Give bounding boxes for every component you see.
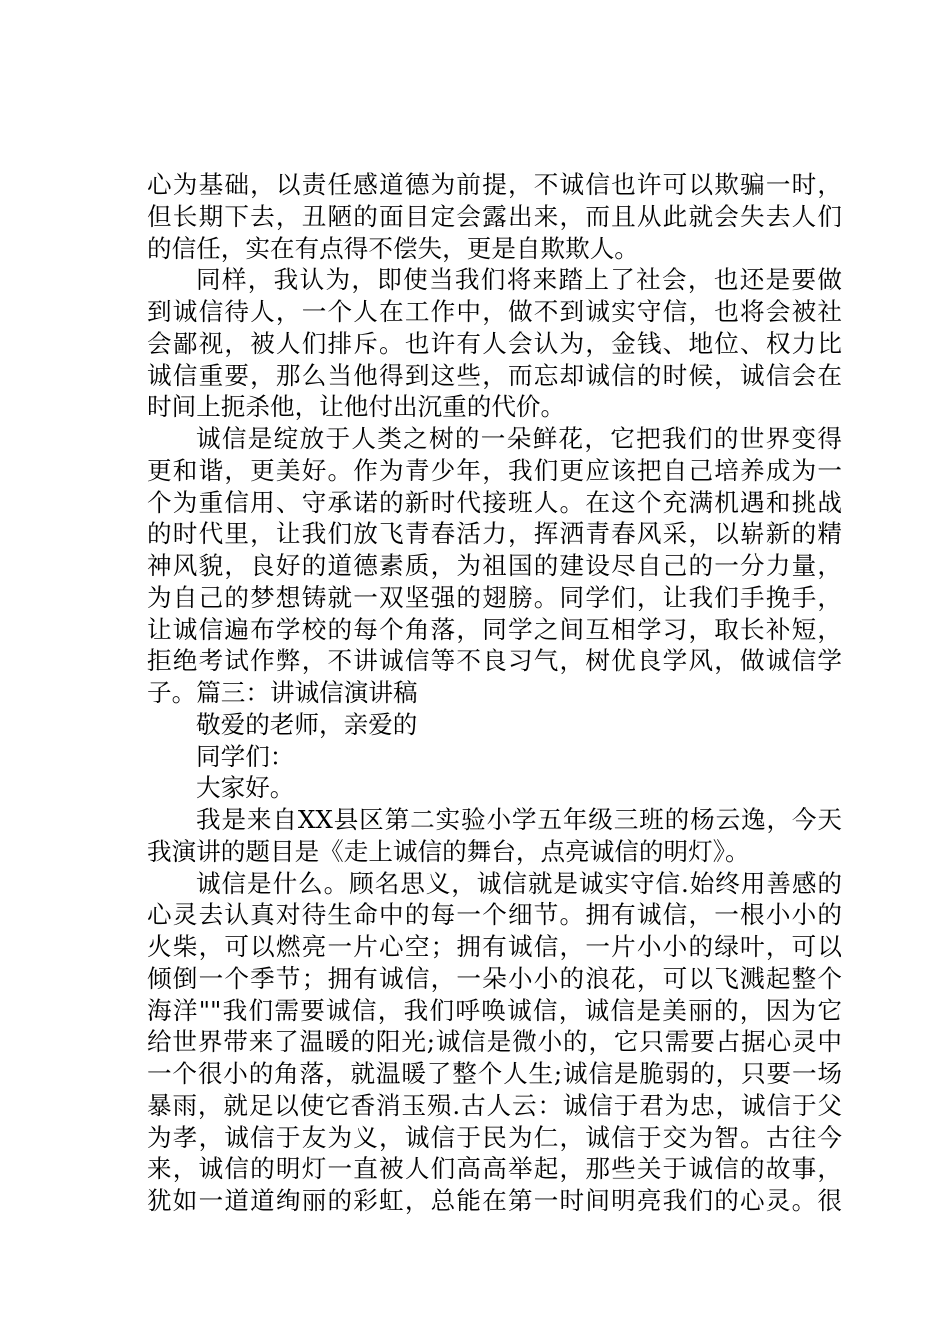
text-line: 给世界带来了温暖的阳光;诚信是微小的，它只需要占据心灵中 [147, 1027, 842, 1057]
text-line: 诚信重要，那么当他得到这些，而忘却诚信的时候，诚信会在 [147, 360, 842, 390]
text-line: 火柴，可以燃亮一片心空；拥有诚信，一片小小的绿叶，可以 [147, 932, 842, 961]
text-line: 来，诚信的明灯一直被人们高高举起，那些关于诚信的故事， [147, 1154, 842, 1184]
text-line: 我演讲的题目是《走上诚信的舞台，点亮诚信的明灯》。 [147, 836, 750, 866]
text-line: 海洋""我们需要诚信，我们呼唤诚信，诚信是美丽的，因为它 [147, 995, 842, 1025]
text-line: 拒绝考试作弊，不讲诚信等不良习气，树优良学风，做诚信学 [147, 646, 842, 676]
text-line: 敬爱的老师，亲爱的 [196, 709, 418, 739]
text-line: 但长期下去，丑陋的面目定会露出来，而且从此就会失去人们 [147, 201, 842, 231]
text-line: 为自己的梦想铸就一双坚强的翅膀。同学们，让我们手挽手， [147, 582, 842, 612]
text-line: 更和谐，更美好。作为青少年，我们更应该把自己培养成为一 [147, 455, 842, 485]
text-line: 个为重信用、守承诺的新时代接班人。在这个充满机遇和挑战 [147, 487, 842, 517]
text-line: 同学们： [196, 741, 295, 771]
text-line: 的信任，实在有点得不偿失，更是自欺欺人。 [147, 233, 639, 263]
text-line: 倾倒一个季节；拥有诚信，一朵小小的浪花，可以飞溅起整个 [147, 963, 842, 993]
text-line: 犹如一道道绚丽的彩虹，总能在第一时间明亮我们的心灵。很 [147, 1186, 842, 1215]
text-line: 大家好。 [196, 773, 295, 803]
text-line: 会鄙视，被人们排斥。也许有人会认为，金钱、地位、权力比 [147, 328, 842, 358]
text-line: 心为基础，以责任感道德为前提，不诚信也许可以欺骗一时， [147, 170, 842, 199]
text-line: 子。篇三：讲诚信演讲稿 [147, 678, 418, 707]
text-line: 诚信是绽放于人类之树的一朵鲜花，它把我们的世界变得 [196, 424, 842, 453]
text-line: 一个很小的角落，就温暖了整个人生;诚信是脆弱的，只要一场 [147, 1059, 842, 1088]
text-line: 为孝，诚信于友为义，诚信于民为仁，诚信于交为智。古往今 [147, 1122, 842, 1152]
text-line: 诚信是什么。顾名思义，诚信就是诚实守信.始终用善感的 [196, 868, 842, 898]
text-line: 的时代里，让我们放飞青春活力，挥洒青春风采，以崭新的精 [147, 519, 842, 549]
body-text [147, 169, 842, 1217]
text-line: 暴雨，就足以使它香消玉殒.古人云：诚信于君为忠，诚信于父 [147, 1090, 842, 1120]
text-line: 到诚信待人，一个人在工作中，做不到诚实守信，也将会被社 [147, 297, 842, 326]
text-line: 心灵去认真对待生命中的每一个细节。拥有诚信，一根小小的 [147, 900, 842, 930]
text-line: 我是来自XX县区第二实验小学五年级三班的杨云逸，今天 [196, 805, 842, 834]
text-line: 神风貌，良好的道德素质，为祖国的建设尽自己的一分力量， [147, 551, 842, 580]
text-line: 同样，我认为，即使当我们将来踏上了社会，也还是要做 [196, 265, 842, 295]
text-line: 时间上扼杀他，让他付出沉重的代价。 [147, 392, 566, 422]
text-line: 让诚信遍布学校的每个角落，同学之间互相学习，取长补短， [147, 614, 842, 644]
